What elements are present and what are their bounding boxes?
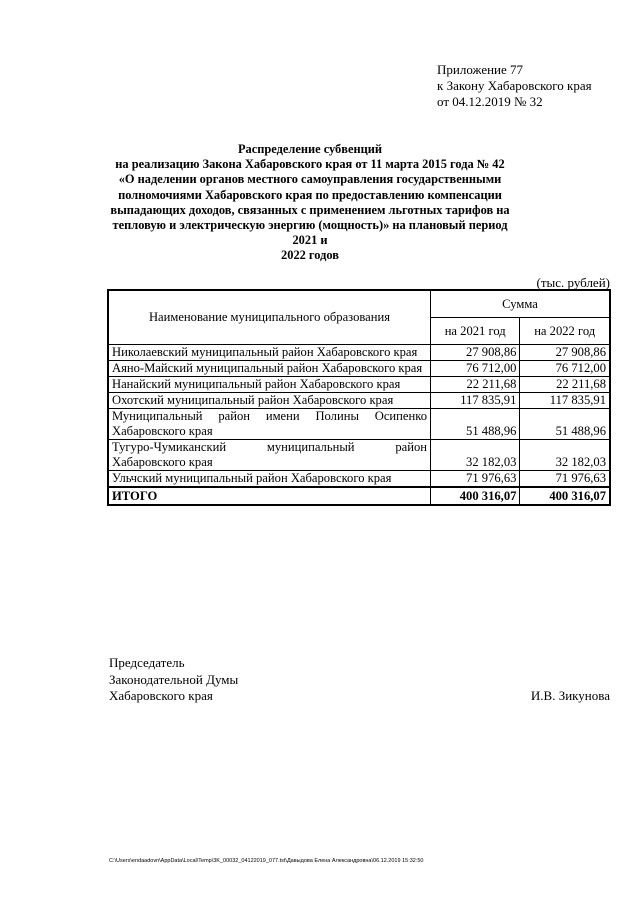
table-header-row [108, 290, 610, 318]
table-row [108, 393, 610, 409]
header-sum: Сумма [431, 290, 611, 318]
value-2022: 22 211,68 [520, 377, 610, 393]
signature-position: Председатель [109, 655, 185, 670]
value-2021: 22 211,68 [431, 377, 520, 393]
table-row [108, 361, 610, 377]
signature-block [109, 655, 238, 705]
value-2021: 71 976,63 [431, 471, 520, 488]
table-row [108, 471, 610, 488]
total-2022: 400 316,07 [520, 487, 610, 505]
value-2022: 27 908,86 [520, 345, 610, 361]
municipality-name: Тугуро-Чумиканский муниципальный район Хабаровского края [108, 440, 431, 471]
value-2021: 51 488,96 [431, 409, 520, 440]
signature-region: Хабаровского края [109, 688, 213, 703]
value-2022: 51 488,96 [520, 409, 610, 440]
value-2022: 71 976,63 [520, 471, 610, 488]
municipality-name: Охотский муниципальный район Хабаровского края [108, 393, 431, 409]
municipality-name: Нанайский муниципальный район Хабаровского края [108, 377, 431, 393]
table-row [108, 409, 610, 440]
subsidy-table [107, 289, 611, 506]
signer-name: И.В. Зикунова [530, 688, 610, 703]
title-line: на реализацию Закона Хабаровского края от 11 марта 2015 года № 42 [115, 157, 505, 172]
value-2021: 32 182,03 [431, 440, 520, 471]
header-name: Наименование муниципального образования [108, 290, 431, 345]
municipality-name: Николаевский муниципальный район Хабаровского края [108, 345, 431, 361]
title-line: выпадающих доходов, связанных с применением льготных тарифов на [110, 202, 510, 217]
title-line: полномочиями Хабаровского края по предоставлению компенсации [118, 187, 502, 202]
header-year-2021: на 2021 год [431, 318, 520, 345]
title-line: тепловую и электрическую энергию (мощность)» на плановый период 2021 и [112, 218, 508, 248]
value-2022: 76 712,00 [520, 361, 610, 377]
document-title [100, 142, 520, 264]
total-2021: 400 316,07 [431, 487, 520, 505]
title-line: Распределение субвенций [237, 142, 383, 156]
table-row [108, 345, 610, 361]
header-year-2022: на 2022 год [520, 318, 610, 345]
value-2022: 32 182,03 [520, 440, 610, 471]
title-line: «О наделении органов местного самоуправления государственными [118, 172, 502, 187]
value-2021: 76 712,00 [431, 361, 520, 377]
total-label: ИТОГО [108, 487, 431, 505]
municipality-name: Муниципальный район имени Полины Осипенко Хабаровского края [108, 409, 431, 440]
value-2021: 27 908,86 [431, 345, 520, 361]
appendix-number: Приложение 77 [437, 62, 524, 77]
municipality-name: Ульчский муниципальный район Хабаровского края [108, 471, 431, 488]
value-2021: 117 835,91 [431, 393, 520, 409]
appendix-reference [437, 62, 592, 110]
file-path-footer: C:\Users\endaadovn\AppData\Local\Temp\3K_00032_04122019_077.tst\Давыдова Елена Александровна\06.12.2019 15:32:50 [109, 858, 424, 864]
appendix-date: от 04.12.2019 № 32 [437, 94, 543, 109]
signature-organization: Законодательной Думы [109, 671, 239, 687]
table-row [108, 377, 610, 393]
municipality-name: Аяно-Майский муниципальный район Хабаровского края [108, 361, 431, 377]
value-2022: 117 835,91 [520, 393, 610, 409]
units-label: (тыс. рублей) [536, 275, 610, 290]
appendix-law: к Закону Хабаровского края [437, 78, 592, 93]
total-row [108, 487, 610, 505]
title-line: 2022 годов [281, 248, 339, 263]
table-row [108, 440, 610, 471]
